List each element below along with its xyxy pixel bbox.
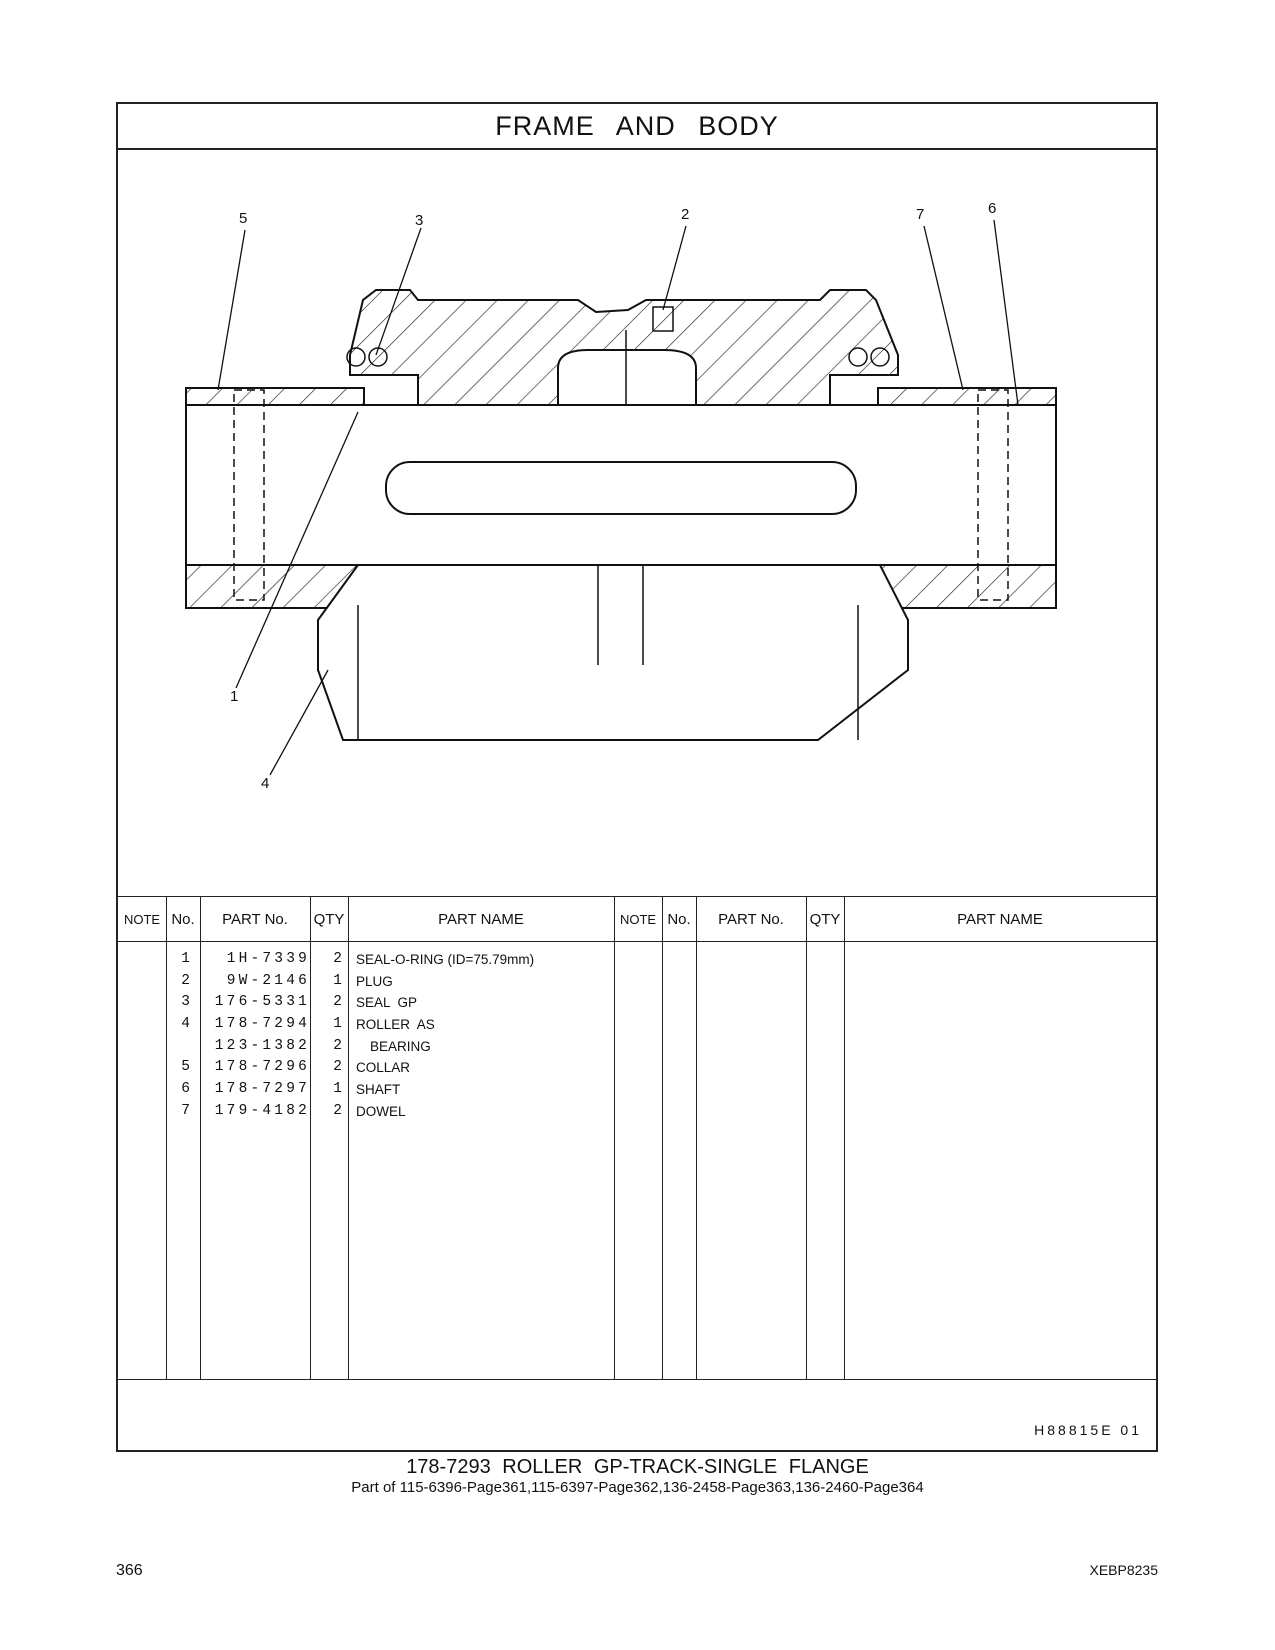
col-qty: QTY	[313, 910, 345, 928]
caption-title: 178-7293 ROLLER GP-TRACK-SINGLE FLANGE	[406, 1456, 869, 1478]
callout-2: 2	[681, 206, 690, 223]
parts-sheet-frame	[116, 102, 1158, 1452]
table-row: 3 176-5331 2 SEAL GP	[181, 994, 418, 1011]
col-note-right: NOTE	[619, 911, 657, 927]
caption-subtitle: Part of 115-6396-Page361,115-6397-Page362,136-2458-Page363,136-2460-Page364	[351, 1479, 924, 1496]
table-row: 4 178-7294 1 ROLLER AS	[181, 1016, 435, 1033]
table-row: 5 178-7296 2 COLLAR	[181, 1059, 411, 1076]
col-part-no: PART No.	[222, 910, 288, 928]
table-row: 6 178-7297 1 SHAFT	[181, 1081, 401, 1098]
col-part-no-right: PART No.	[718, 910, 784, 928]
callout-6: 6	[988, 200, 997, 217]
shaft-oil-passage	[386, 462, 856, 514]
col-qty-right: QTY	[809, 910, 841, 928]
col-part-name: PART NAME	[438, 910, 524, 928]
table-row: 123-1382 2 BEARING	[214, 1037, 431, 1054]
section-title: FRAME AND BODY	[118, 104, 1156, 150]
parts-table	[118, 896, 1156, 1380]
col-no-right: No.	[667, 910, 691, 928]
table-row: 2 9W-2146 1 PLUG	[181, 972, 393, 989]
col-no: No.	[171, 910, 195, 928]
document-id: XEBP8235	[1089, 1562, 1158, 1578]
col-note: NOTE	[123, 911, 161, 927]
roller-drawing-svg	[118, 150, 1156, 896]
roller-cross-section-drawing	[118, 150, 1156, 896]
callout-3: 3	[415, 212, 424, 229]
callout-5: 5	[239, 210, 248, 227]
center-cavity	[558, 350, 696, 405]
col-part-name-right: PART NAME	[957, 910, 1043, 928]
table-row: 7 179-4182 2 DOWEL	[181, 1102, 406, 1119]
page-number: 366	[116, 1562, 143, 1579]
callout-7: 7	[916, 206, 925, 223]
table-row: 1 1H-7339 2 SEAL-O-RING (ID=75.79mm)	[181, 951, 535, 967]
callout-4: 4	[261, 775, 270, 792]
callout-1: 1	[230, 688, 239, 705]
parts-rows	[118, 949, 1156, 1123]
lower-roller-body	[318, 565, 908, 740]
drawing-code: H88815E 01	[1034, 1422, 1142, 1438]
